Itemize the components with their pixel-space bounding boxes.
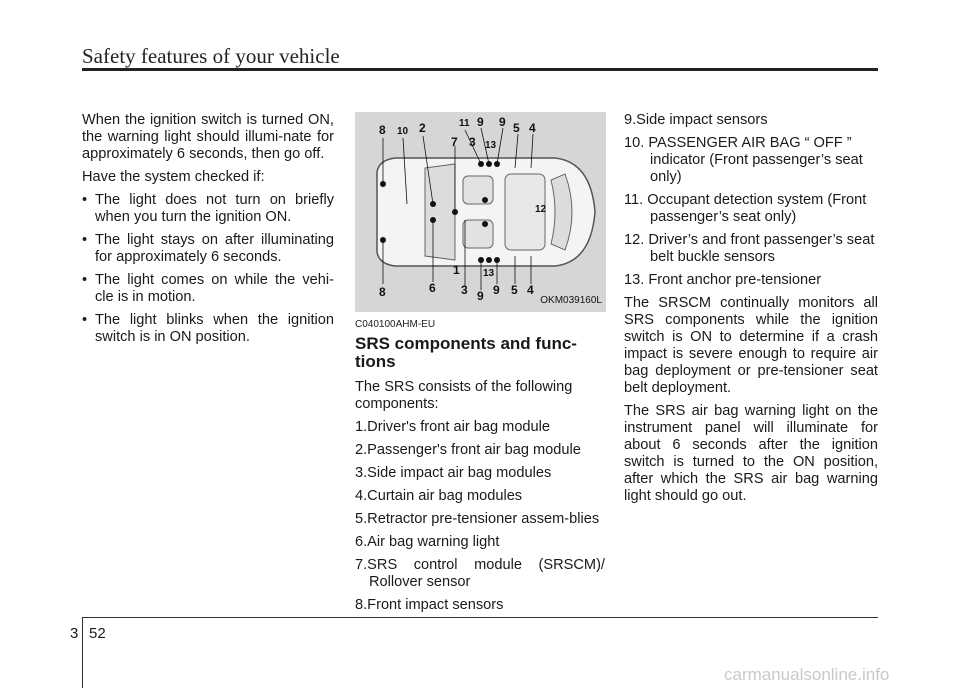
- callout-label: 13: [485, 140, 497, 151]
- list-item: 10. PASSENGER AIR BAG “ OFF ” indicator (Front passenger’s seat only): [624, 135, 863, 185]
- callout-label: 8: [379, 123, 386, 137]
- list-item: 7.SRS control module (SRSCM)/ Rollover sensor: [355, 557, 605, 590]
- callout-label: 11: [459, 118, 470, 129]
- callout-label: 12: [535, 204, 547, 215]
- column-right: [624, 112, 878, 511]
- callout-label: 2: [419, 121, 426, 135]
- watermark: carmanualsonline.info: [724, 665, 890, 684]
- list-item: • The light comes on while the vehi-cle is in motion.: [82, 272, 334, 306]
- srs-diagram: [355, 112, 606, 312]
- car-topview-illustration: [355, 112, 606, 312]
- callout-label: 13: [483, 268, 495, 279]
- callout-label: 3: [469, 135, 476, 149]
- callout-label: 8: [379, 285, 386, 299]
- footer-separator: [82, 618, 83, 688]
- column-middle: [355, 112, 605, 620]
- page-header-title: Safety features of your vehicle: [82, 44, 340, 68]
- monitor-paragraph: The SRSCM continually monitors all SRS components while the ignition switch is ON to determine if a crash impact is severe enough to require air bag deployment or pre-tensioner seat belt deployment.: [624, 295, 878, 396]
- list-item: 11. Occupant detection system (Front passenger’s seat only): [624, 192, 867, 225]
- figure-caption: OKM039160L: [540, 295, 602, 306]
- callout-label: 9: [477, 115, 484, 129]
- list-item: 9.Side impact sensors: [624, 112, 768, 128]
- chapter-number: 3: [70, 625, 79, 642]
- intro-paragraph: When the ignition switch is turned ON, the warning light should illumi-nate for approximately 6 seconds, then go off.: [82, 112, 334, 162]
- column-left: [82, 112, 334, 352]
- list-item: 6.Air bag warning light: [355, 534, 500, 550]
- callout-label: 4: [529, 121, 536, 135]
- section-title: SRS components and func-tions: [355, 334, 577, 371]
- components-intro: The SRS consists of the following components:: [355, 379, 573, 412]
- callout-label: 10: [397, 126, 409, 137]
- list-item: 13. Front anchor pre-tensioner: [624, 272, 822, 288]
- list-item: 3.Side impact air bag modules: [355, 465, 552, 481]
- check-list: [82, 192, 334, 346]
- page-number: 52: [89, 625, 106, 642]
- list-item: 8.Front impact sensors: [355, 597, 504, 613]
- header-rule: [82, 68, 878, 71]
- front-seat-left: [463, 176, 493, 204]
- list-item: 1.Driver's front air bag module: [355, 419, 551, 435]
- callout-label: 3: [461, 283, 468, 297]
- callout-label: 9: [477, 289, 484, 303]
- list-item: 2.Passenger's front air bag module: [355, 442, 581, 458]
- callout-label: 9: [499, 115, 506, 129]
- list-item: • The light stays on after illuminating for approximately 6 seconds.: [82, 232, 334, 266]
- list-item: 12. Driver’s and front passenger’s seat belt buckle sensors: [624, 232, 875, 265]
- callout-label: 5: [511, 283, 518, 297]
- warning-light-paragraph: The SRS air bag warning light on the instrument panel will illuminate for about 6 seconds after the ignition switch is turned to the ON position, after which the SRS air bag warning light should go out.: [624, 403, 878, 504]
- section-code: C040100AHM-EU: [355, 319, 436, 330]
- list-item: 4.Curtain air bag modules: [355, 488, 523, 504]
- list-item: • The light does not turn on briefly when you turn the ignition ON.: [82, 192, 334, 226]
- list-item: • The light blinks when the ignition switch is in ON position.: [82, 312, 334, 346]
- callout-label: 7: [451, 135, 458, 149]
- front-seat-right: [463, 220, 493, 248]
- callout-label: 1: [453, 263, 460, 277]
- callout-label: 9: [493, 283, 500, 297]
- list-item: 5.Retractor pre-tensioner assem-blies: [355, 511, 600, 527]
- check-intro: Have the system checked if:: [82, 169, 265, 185]
- callout-label: 5: [513, 121, 520, 135]
- callout-label: 4: [527, 283, 534, 297]
- footer-rule: [82, 617, 878, 618]
- callout-label: 6: [429, 281, 436, 295]
